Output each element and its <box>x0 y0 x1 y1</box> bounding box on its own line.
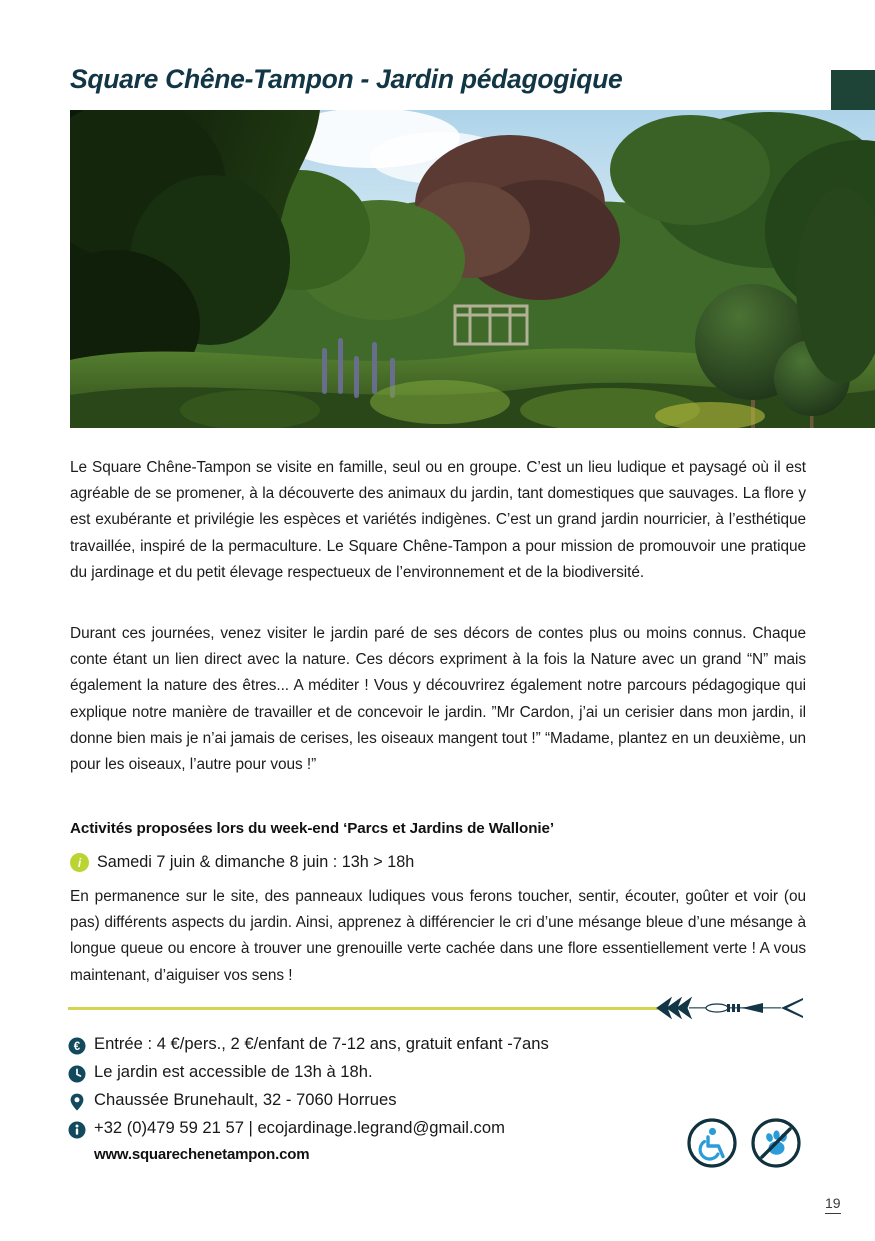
activities-paragraph: En permanence sur le site, des panneaux ludiques vous ferons toucher, sentir, écouter, goûter et voir (ou pas) différents aspects du jardin. Ainsi, apprenez à différencier le cri d’une mésange bleue d’une mésange à longue queue ou encore à trouver une grenouille verte cachée dans une flore essentiellement verte ! A vous maintenant, d’aiguiser vos sens ! <box>70 888 806 984</box>
hours-text: Le jardin est accessible de 13h à 18h. <box>94 1062 373 1081</box>
page-number: 19 <box>825 1196 841 1214</box>
intro-paragraph: Le Square Chêne-Tampon se visite en famille, seul ou en groupe. C’est un lieu ludique et paysagé où il est agréable de se promener, à la découverte des animaux du jardin, tant domestiques que sauvages. La flore y est exubérante et privilégie les espèces et variétés indigènes. C’est un grand jardin nourricier, à l’esthétique travaillée, inspiré de la permaculture. Le Square Chêne-Tampon a pour mission de promouvoir une pratique du jardinage et du petit élevage respectueux de l’environnement et de la biodiversité. <box>70 459 806 581</box>
garden-photo <box>70 110 875 428</box>
schedule-text: Samedi 7 juin & dimanche 8 juin : 13h > 18h <box>97 853 415 871</box>
no-pets-icon <box>751 1118 801 1168</box>
map-pin-icon <box>68 1093 86 1111</box>
schedule-row <box>70 853 414 872</box>
contact-row-price <box>68 1034 668 1055</box>
address-text: Chaussée Brunehault, 32 - 7060 Horrues <box>94 1090 397 1109</box>
activities-heading: Activités proposées lors du week-end ‘Parcs et Jardins de Wallonie’ <box>70 820 554 837</box>
contact-block <box>68 1034 668 1163</box>
page-title: Square Chêne-Tampon - Jardin pédagogique <box>70 64 623 94</box>
pictogram-group <box>687 1118 801 1168</box>
contact-row-hours <box>68 1062 668 1083</box>
wheelchair-accessible-icon <box>687 1118 737 1168</box>
price-text: Entrée : 4 €/pers., 2 €/enfant de 7-12 ans, gratuit enfant -7ans <box>94 1034 549 1053</box>
info-circle-icon <box>68 1121 86 1139</box>
phone-email-text: +32 (0)479 59 21 57 | ecojardinage.legrand@gmail.com <box>94 1118 505 1137</box>
website-link[interactable]: www.squarechenetampon.com <box>94 1146 310 1163</box>
clock-icon <box>68 1065 86 1083</box>
section-divider <box>68 1007 658 1010</box>
arrow-ornament-icon <box>655 995 807 1021</box>
event-description-paragraph: Durant ces journées, venez visiter le jardin paré de ses décors de contes plus ou moins connus. Chaque conte étant un lien direct avec la nature. Ces décors expriment à la fois la Nature avec un grand “N” mais également la nature des êtres... A méditer ! Vous y découvrirez également notre parcours pédagogique qui explique notre manière de travailler et de concevoir le jardin. ”Mr Cardon, j’ai un cerisier dans mon jardin, il donne bien mais je n’ai jamais de cerises, les oiseaux mangent tout !” “Madame, plantez en un deuxième, un pour les oiseaux, l’autre pour vous !” <box>70 625 806 774</box>
info-badge-icon: i <box>70 853 89 872</box>
euro-icon <box>68 1037 86 1055</box>
contact-row-address <box>68 1090 668 1111</box>
svg-text:€: € <box>73 1041 81 1054</box>
contact-row-phone-email <box>68 1118 668 1139</box>
